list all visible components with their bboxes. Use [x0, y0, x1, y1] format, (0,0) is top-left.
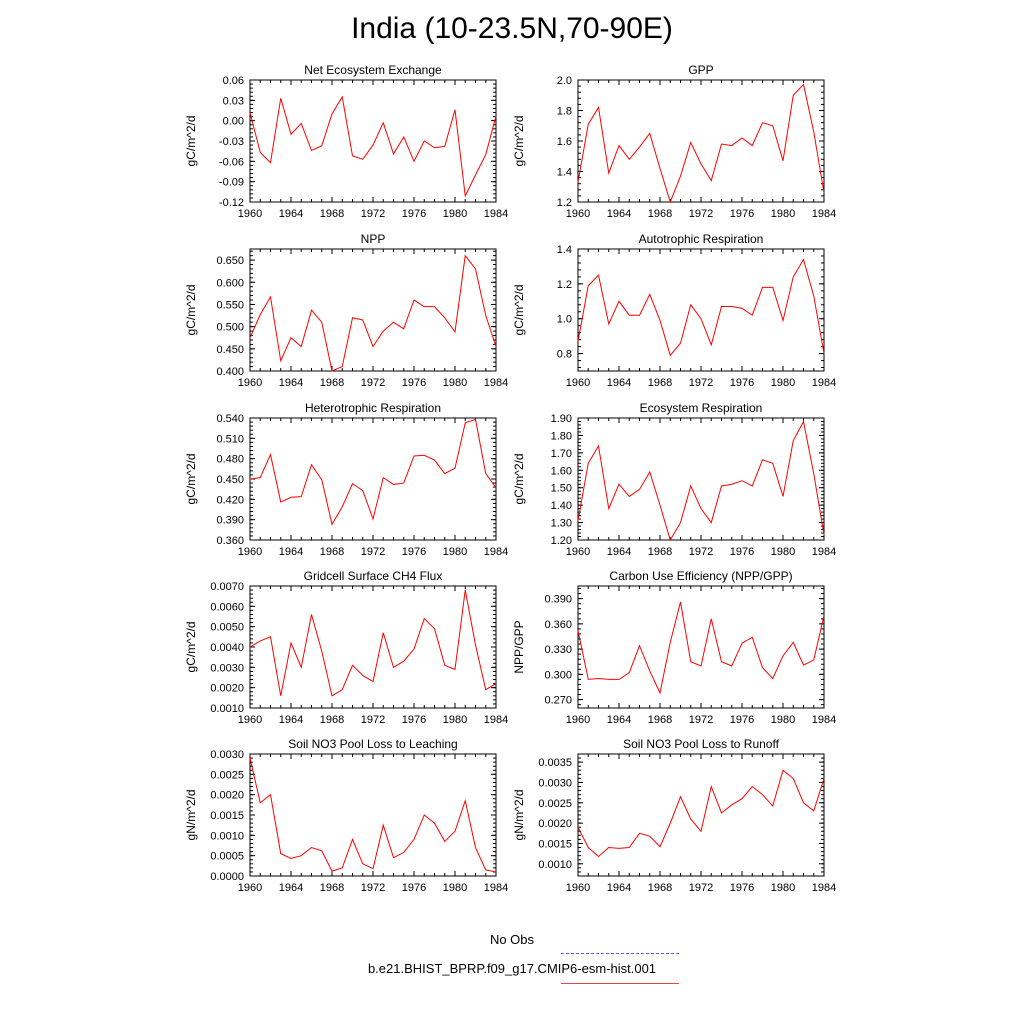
- y-tick-label: 1.6: [556, 136, 572, 148]
- panel-title: Gridcell Surface CH4 Flux: [303, 569, 443, 583]
- legend-label-model: b.e21.BHIST_BPRP.f09_g17.CMIP6-esm-hist.001: [367, 961, 657, 976]
- y-tick-label: 1.60: [550, 465, 572, 478]
- x-tick-label: 1976: [401, 208, 427, 220]
- series-line: [578, 85, 824, 202]
- y-axis-label: gC/m^2/d: [512, 115, 526, 167]
- x-tick-label: 1984: [811, 714, 837, 726]
- y-tick-label: 0.0020: [210, 682, 244, 695]
- y-tick-label: 0.0010: [210, 830, 244, 843]
- series-line: [250, 419, 496, 524]
- y-tick-label: 0.450: [216, 343, 244, 356]
- y-tick-label: 0.510: [216, 433, 244, 446]
- x-tick-label: 1984: [483, 208, 509, 220]
- x-tick-label: 1980: [442, 208, 468, 220]
- y-tick-label: 0.0050: [210, 621, 244, 634]
- x-tick-label: 1964: [606, 882, 632, 894]
- panel-title: Ecosystem Respiration: [639, 401, 763, 415]
- y-tick-label: 0.540: [216, 413, 244, 425]
- y-tick-label: 0.360: [216, 535, 244, 547]
- legend-label-no-obs: No Obs: [489, 932, 535, 947]
- x-tick-label: 1980: [442, 714, 468, 726]
- x-tick-label: 1980: [770, 714, 796, 726]
- x-tick-label: 1976: [729, 882, 755, 894]
- x-tick-label: 1968: [319, 546, 345, 558]
- y-tick-label: 1.4: [556, 166, 572, 179]
- x-tick-label: 1984: [811, 377, 837, 389]
- y-axis-label: gC/m^2/d: [184, 115, 198, 167]
- y-tick-label: 1.70: [550, 447, 572, 460]
- y-tick-label: 0.0010: [210, 703, 244, 715]
- panel-title: NPP: [360, 232, 386, 246]
- series-line: [578, 421, 824, 540]
- panel-1: [184, 63, 508, 220]
- y-axis-label: NPP/GPP: [512, 620, 526, 674]
- x-tick-label: 1984: [483, 546, 509, 558]
- y-tick-label: 2.0: [556, 75, 572, 87]
- y-tick-label: 0.0025: [210, 769, 244, 782]
- x-tick-label: 1976: [401, 377, 427, 389]
- y-axis-label: gC/m^2/d: [512, 284, 526, 336]
- x-tick-label: 1976: [729, 546, 755, 558]
- y-tick-label: 1.4: [556, 244, 572, 256]
- plot-frame: [578, 586, 824, 708]
- x-tick-label: 1980: [770, 377, 796, 389]
- y-tick-label: -0.06: [218, 156, 244, 169]
- panel-10: [512, 737, 836, 894]
- x-tick-label: 1984: [483, 377, 509, 389]
- x-tick-label: 1972: [360, 377, 386, 389]
- x-tick-label: 1980: [770, 208, 796, 220]
- x-tick-label: 1968: [319, 377, 345, 389]
- panel-4: [512, 232, 836, 389]
- panel-7: [184, 569, 508, 726]
- y-tick-label: 0.360: [544, 618, 572, 631]
- x-tick-label: 1964: [278, 546, 304, 558]
- y-tick-label: 0.0015: [538, 838, 572, 851]
- x-tick-label: 1976: [401, 882, 427, 894]
- plot-frame: [578, 80, 824, 202]
- series-line: [578, 602, 824, 693]
- y-tick-label: 0.0030: [210, 662, 244, 675]
- y-tick-label: 0.0000: [210, 871, 244, 883]
- x-tick-label: 1976: [401, 546, 427, 558]
- y-tick-label: -0.03: [218, 136, 244, 148]
- x-tick-label: 1960: [237, 377, 263, 389]
- y-tick-label: 0.0070: [210, 581, 244, 593]
- series-line: [578, 770, 824, 856]
- series-line: [250, 256, 496, 371]
- x-tick-label: 1964: [278, 714, 304, 726]
- x-tick-label: 1968: [647, 546, 673, 558]
- x-tick-label: 1960: [237, 546, 263, 558]
- y-tick-label: 1.2: [556, 197, 572, 209]
- y-tick-label: 0.330: [544, 644, 572, 657]
- x-tick-label: 1972: [688, 882, 714, 894]
- x-tick-label: 1980: [770, 882, 796, 894]
- y-tick-label: 0.300: [544, 669, 572, 682]
- x-tick-label: 1984: [811, 546, 837, 558]
- x-tick-label: 1960: [237, 882, 263, 894]
- y-tick-label: 0.390: [216, 514, 244, 527]
- plot-frame: [578, 418, 824, 540]
- x-tick-label: 1984: [811, 208, 837, 220]
- panel-2: [512, 63, 836, 220]
- y-tick-label: 1.80: [550, 430, 572, 443]
- y-tick-label: 1.50: [550, 482, 572, 495]
- plot-frame: [250, 418, 496, 540]
- y-tick-label: 0.600: [216, 277, 244, 290]
- x-tick-label: 1964: [606, 714, 632, 726]
- series-line: [250, 97, 496, 196]
- x-tick-label: 1972: [360, 714, 386, 726]
- y-tick-label: 0.0030: [210, 749, 244, 761]
- page-title: India (10-23.5N,70-90E): [351, 12, 673, 45]
- y-tick-label: 0.400: [216, 366, 244, 378]
- series-line: [578, 259, 824, 355]
- x-tick-label: 1976: [729, 714, 755, 726]
- y-tick-label: -0.09: [218, 176, 244, 189]
- plot-frame: [250, 754, 496, 876]
- x-tick-label: 1964: [278, 882, 304, 894]
- y-tick-label: 0.8: [556, 348, 572, 361]
- x-tick-label: 1968: [647, 882, 673, 894]
- y-tick-label: 0.0005: [210, 850, 244, 863]
- x-tick-label: 1964: [606, 208, 632, 220]
- plot-frame: [250, 249, 496, 371]
- x-tick-label: 1972: [688, 377, 714, 389]
- y-tick-label: 0.03: [222, 95, 244, 108]
- y-axis-label: gC/m^2/d: [184, 621, 198, 673]
- x-tick-label: 1964: [278, 377, 304, 389]
- y-tick-label: 0.650: [216, 255, 244, 268]
- plot-frame: [578, 754, 824, 876]
- x-tick-label: 1972: [688, 546, 714, 558]
- y-tick-label: 0.0015: [210, 810, 244, 822]
- y-tick-label: 1.0: [556, 313, 572, 326]
- y-tick-label: 0.0010: [538, 858, 572, 871]
- x-tick-label: 1980: [442, 546, 468, 558]
- y-tick-label: 0.550: [216, 299, 244, 312]
- y-axis-label: gN/m^2/d: [184, 789, 198, 841]
- y-tick-label: 1.8: [556, 105, 572, 118]
- y-tick-label: 0.00: [222, 115, 244, 128]
- panel-title: Heterotrophic Respiration: [304, 401, 442, 415]
- x-tick-label: 1964: [606, 377, 632, 389]
- panel-title: Soil NO3 Pool Loss to Runoff: [623, 737, 779, 751]
- y-tick-label: 1.20: [550, 535, 572, 547]
- x-tick-label: 1972: [360, 208, 386, 220]
- series-line: [250, 590, 496, 696]
- y-axis-label: gN/m^2/d: [512, 789, 526, 841]
- y-tick-label: -0.12: [218, 197, 244, 209]
- x-tick-label: 1968: [647, 208, 673, 220]
- x-tick-label: 1960: [237, 714, 263, 726]
- legend-swatch-no-obs: [561, 953, 679, 954]
- x-tick-label: 1968: [647, 377, 673, 389]
- y-tick-label: 0.0040: [210, 642, 244, 654]
- y-tick-label: 0.500: [216, 321, 244, 334]
- y-tick-label: 0.420: [216, 494, 244, 507]
- x-tick-label: 1972: [360, 546, 386, 558]
- y-tick-label: 0.0020: [210, 789, 244, 802]
- x-tick-label: 1964: [606, 546, 632, 558]
- x-tick-label: 1980: [442, 882, 468, 894]
- x-tick-label: 1960: [565, 882, 591, 894]
- x-tick-label: 1976: [401, 714, 427, 726]
- panel-title: Carbon Use Efficiency (NPP/GPP): [609, 569, 793, 583]
- y-axis-label: gC/m^2/d: [512, 453, 526, 505]
- plot-frame: [250, 586, 496, 708]
- x-tick-label: 1968: [319, 208, 345, 220]
- y-axis-label: gC/m^2/d: [184, 453, 198, 505]
- x-tick-label: 1968: [319, 714, 345, 726]
- x-tick-label: 1972: [688, 714, 714, 726]
- series-line: [250, 758, 496, 872]
- panel-3: [184, 232, 508, 389]
- panel-9: [184, 737, 508, 894]
- y-tick-label: 1.90: [550, 413, 572, 425]
- x-tick-label: 1968: [647, 714, 673, 726]
- y-tick-label: 0.390: [544, 593, 572, 606]
- y-tick-label: 0.0020: [538, 818, 572, 831]
- panel-title: GPP: [688, 63, 714, 77]
- legend-swatch-model: [561, 983, 679, 984]
- x-tick-label: 1984: [811, 882, 837, 894]
- y-tick-label: 1.30: [550, 517, 572, 530]
- y-tick-label: 0.270: [544, 694, 572, 707]
- y-tick-label: 0.0025: [538, 797, 572, 810]
- panel-title: Soil NO3 Pool Loss to Leaching: [288, 737, 458, 751]
- y-tick-label: 0.480: [216, 453, 244, 466]
- y-tick-label: 1.40: [550, 500, 572, 513]
- x-tick-label: 1960: [565, 377, 591, 389]
- panel-title: Autotrophic Respiration: [638, 232, 764, 246]
- x-tick-label: 1980: [442, 377, 468, 389]
- x-tick-label: 1960: [565, 546, 591, 558]
- x-tick-label: 1976: [729, 208, 755, 220]
- y-tick-label: 0.0060: [210, 601, 244, 614]
- y-axis-label: gC/m^2/d: [184, 284, 198, 336]
- x-tick-label: 1976: [729, 377, 755, 389]
- y-tick-label: 0.0035: [538, 757, 572, 770]
- y-tick-label: 0.0030: [538, 777, 572, 790]
- x-tick-label: 1960: [565, 714, 591, 726]
- x-tick-label: 1972: [688, 208, 714, 220]
- x-tick-label: 1960: [565, 208, 591, 220]
- panel-5: [184, 401, 508, 558]
- x-tick-label: 1964: [278, 208, 304, 220]
- x-tick-label: 1980: [770, 546, 796, 558]
- panel-title: Net Ecosystem Exchange: [304, 63, 442, 77]
- y-tick-label: 0.450: [216, 474, 244, 486]
- x-tick-label: 1972: [360, 882, 386, 894]
- x-tick-label: 1968: [319, 882, 345, 894]
- y-tick-label: 0.06: [222, 75, 244, 87]
- x-tick-label: 1984: [483, 714, 509, 726]
- x-tick-label: 1984: [483, 882, 509, 894]
- y-tick-label: 1.2: [556, 278, 572, 291]
- panel-6: [512, 401, 836, 558]
- x-tick-label: 1960: [237, 208, 263, 220]
- panel-8: [512, 569, 836, 726]
